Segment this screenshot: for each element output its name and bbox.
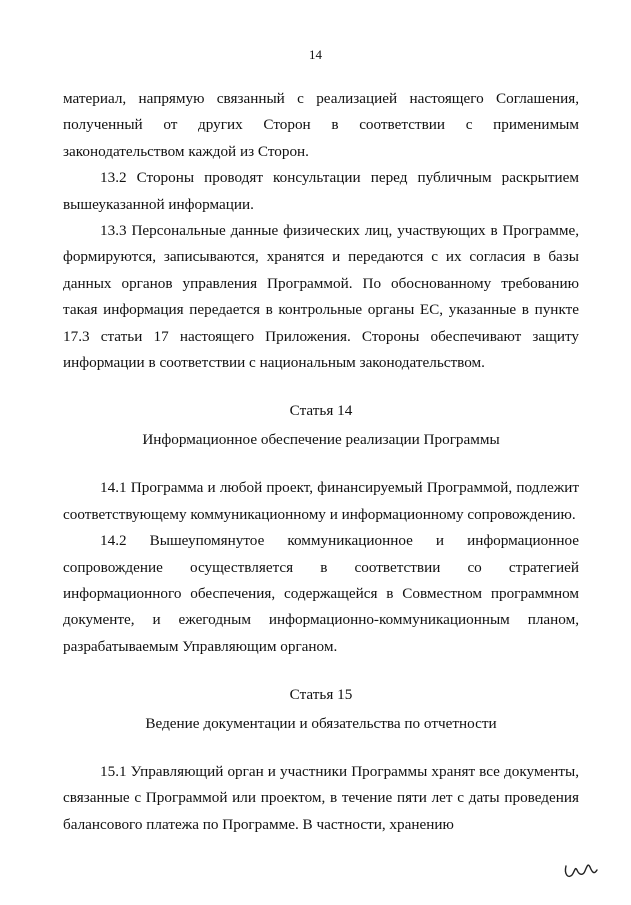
paragraph-13-2: 13.2 Стороны проводят консультации перед публичным раскрытием вышеуказанной информации. [63,169,579,213]
article-14-label: Статья 14 [289,402,353,420]
article-14-title: Информационное обеспечение реализации Программы [142,430,500,448]
paragraph-13-1-continuation: материал, напрямую связанный с реализацией настоящего Соглашения, полученный от других Сторон в соответствии с применимым законодательством каждой из Сторон. [63,90,579,160]
paragraph-15-1: 15.1 Управляющий орган и участники Программы хранят все документы, связанные с Программой или проектом, в течение пяти лет с даты проведения балансового платежа по Программе. В частности, хранению [63,762,579,833]
signature-initials-icon [563,858,599,884]
paragraph-14-1: 14.1 Программа и любой проект, финансируемый Программой, подлежит соответствующему коммуникационному и информационному сопровождению. [63,479,579,523]
paragraph-14-2: 14.2 Вышеупомянутое коммуникационное и информационное сопровождение осуществляется в соответствии со стратегией информационного обеспечения, содержащейся в Совместном программном документе, и ежегодным информационно-коммуникационным планом, разрабатываемым Управляющим органом. [63,532,579,655]
article-15-title: Ведение документации и обязательства по отчетности [145,714,497,732]
page-number: 14 [309,47,322,62]
article-15-label: Статья 15 [289,686,353,704]
paragraph-13-3: 13.3 Персональные данные физических лиц, участвующих в Программе, формируются, записываются, хранятся и передаются с их согласия в базы данных органов управления Программой. По обоснованному требованию такая информация передается в контрольные органы ЕС, указанные в пункте 17.3 статьи 17 настоящего Приложения. Стороны обеспечивают защиту информации в соответствии с национальным законодательством. [63,222,579,372]
document-body [63,86,579,838]
